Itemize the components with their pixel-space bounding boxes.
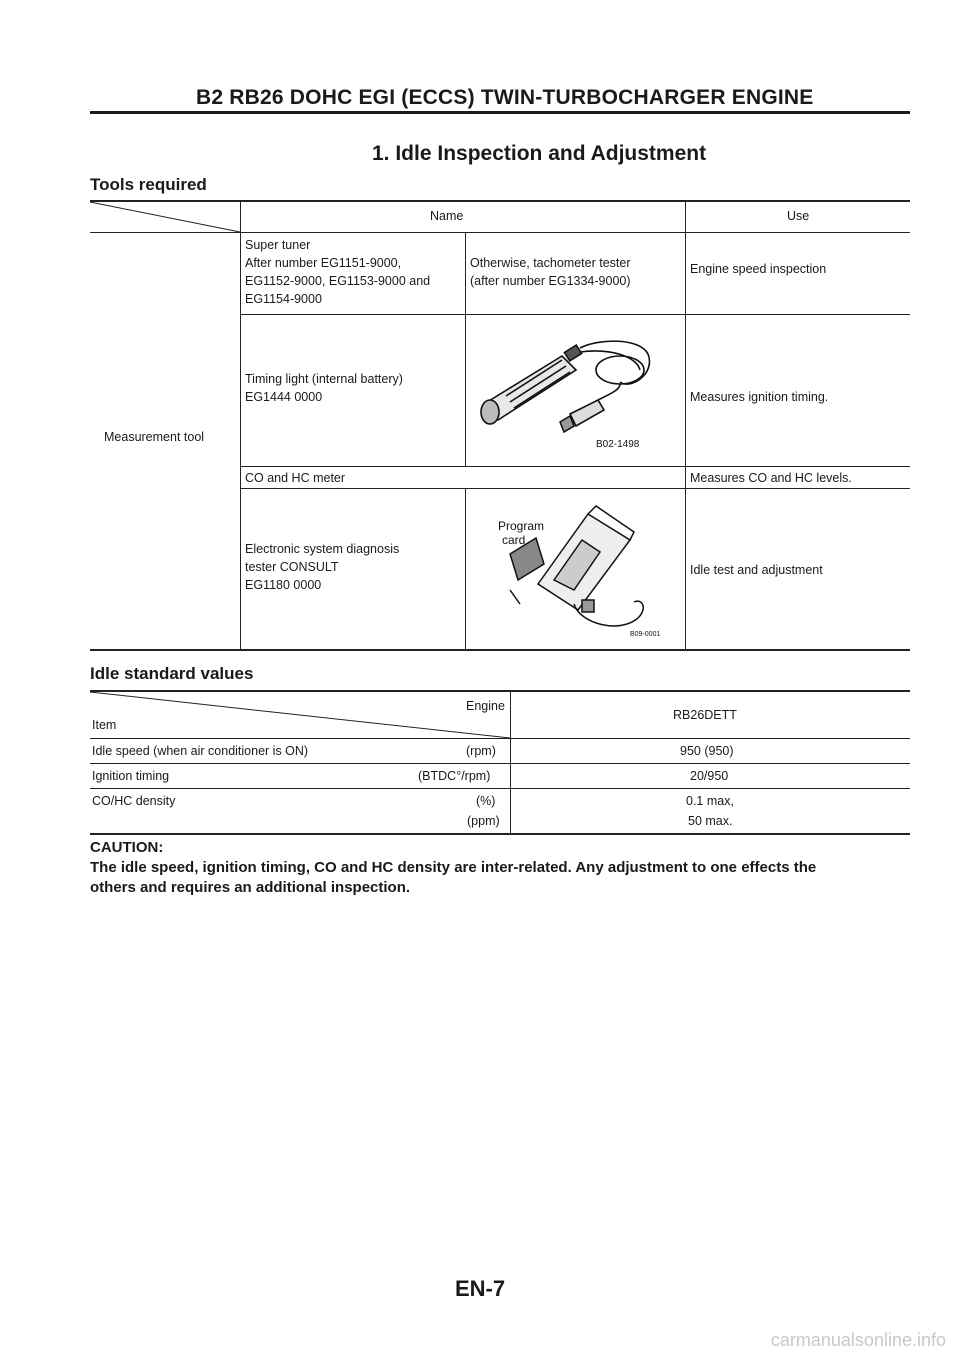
watermark: carmanualsonline.info bbox=[770, 1330, 946, 1350]
caution-line: The idle speed, ignition timing, CO and HC density are inter-related. Any adjustment to one effects the bbox=[90, 859, 817, 876]
tool-3-name: CO and HC meter bbox=[245, 471, 346, 485]
tools-vline-2b bbox=[465, 314, 466, 466]
program-card-label: Program bbox=[498, 519, 545, 533]
idle-engine-name: RB26DETT bbox=[673, 708, 737, 722]
tool-1-name-line: EG1152-9000, EG1153-9000 and bbox=[245, 274, 431, 288]
tool-4-use: Idle test and adjustment bbox=[690, 563, 823, 577]
idle-table-bottom-rule bbox=[90, 833, 910, 835]
idle-row-value: 950 (950) bbox=[680, 744, 734, 758]
caution-line: others and requires an additional inspection. bbox=[90, 879, 411, 896]
tools-vline-2 bbox=[465, 232, 466, 314]
idle-row-value: 20/950 bbox=[690, 769, 729, 783]
idle-row-item: Ignition timing bbox=[92, 769, 170, 783]
figure-code-b09: B09-0001 bbox=[630, 631, 661, 638]
idle-row-item: Idle speed (when air conditioner is ON) bbox=[92, 744, 309, 758]
idle-vline bbox=[510, 690, 511, 834]
page-number: EN-7 bbox=[454, 1276, 506, 1301]
tool-2-use: Measures ignition timing. bbox=[690, 390, 829, 404]
tools-vline-3 bbox=[685, 200, 686, 650]
idle-row-rule bbox=[90, 788, 910, 789]
idle-row-unit: (rpm) bbox=[466, 744, 496, 758]
tools-table-top-rule bbox=[90, 200, 910, 202]
tool-2-name bbox=[245, 370, 403, 406]
tool-1-alt-line: (after number EG1334-9000) bbox=[470, 274, 631, 288]
tool-2-name-line: EG1444 0000 bbox=[245, 390, 323, 404]
tool-1-alt bbox=[470, 254, 631, 290]
idle-row-item: CO/HC density bbox=[92, 794, 176, 808]
tool-4-name-line: EG1180 0000 bbox=[245, 578, 322, 592]
program-card-label: card bbox=[502, 533, 526, 547]
timing-light-illustration bbox=[470, 330, 680, 460]
tool-2-name-line: Timing light (internal battery) bbox=[245, 372, 403, 386]
tools-row-rule bbox=[240, 488, 910, 489]
idle-row-value: 50 max. bbox=[688, 814, 733, 828]
header-rule bbox=[90, 111, 910, 114]
document-header: B2 RB26 DOHC EGI (ECCS) TWIN-TURBOCHARGER ENGINE bbox=[196, 86, 814, 109]
caution-label: CAUTION: bbox=[90, 839, 164, 856]
idle-row-unit: (ppm) bbox=[467, 814, 500, 828]
tools-group-label: Measurement tool bbox=[104, 430, 205, 444]
tools-row-rule bbox=[240, 466, 910, 467]
figure-code-b02: B02-1498 bbox=[596, 439, 640, 450]
tools-vline-2c bbox=[465, 488, 466, 650]
idle-row-unit: (BTDC°/rpm) bbox=[418, 769, 491, 783]
tools-header-rule bbox=[90, 232, 910, 233]
tool-4-name-line: Electronic system diagnosis bbox=[245, 542, 400, 556]
tool-4-name bbox=[245, 540, 399, 594]
tool-1-name-line: EG1154-9000 bbox=[245, 292, 322, 306]
tool-1-name-line: Super tuner bbox=[245, 238, 311, 252]
idle-header-rule bbox=[90, 738, 910, 739]
idle-row-unit: (%) bbox=[476, 794, 496, 808]
idle-row-rule bbox=[90, 763, 910, 764]
tools-heading: Tools required bbox=[90, 175, 207, 194]
tools-col-name: Name bbox=[430, 209, 464, 223]
tool-1-name-line: After number EG1151-9000, bbox=[245, 256, 402, 270]
idle-table-top-rule bbox=[90, 690, 910, 692]
idle-corner-bottom: Item bbox=[92, 718, 117, 732]
tool-1-alt-line: Otherwise, tachometer tester bbox=[470, 256, 631, 270]
tool-4-name-line: tester CONSULT bbox=[245, 560, 339, 574]
tool-1-use: Engine speed inspection bbox=[690, 262, 827, 276]
section-title: 1. Idle Inspection and Adjustment bbox=[372, 142, 707, 165]
idle-corner-top: Engine bbox=[466, 699, 505, 713]
tools-row-rule bbox=[240, 314, 910, 315]
consult-tester-illustration bbox=[470, 494, 680, 644]
idle-row-value: 0.1 max, bbox=[686, 794, 734, 808]
idle-corner-diagonal bbox=[0, 0, 1, 1]
idle-heading: Idle standard values bbox=[90, 664, 254, 683]
tools-table-bottom-rule bbox=[90, 649, 910, 651]
caution-text bbox=[90, 858, 920, 898]
tool-3-use: Measures CO and HC levels. bbox=[690, 471, 852, 485]
tools-col-use: Use bbox=[787, 209, 810, 223]
tools-vline-1 bbox=[240, 200, 241, 650]
tool-1-name bbox=[245, 236, 430, 308]
